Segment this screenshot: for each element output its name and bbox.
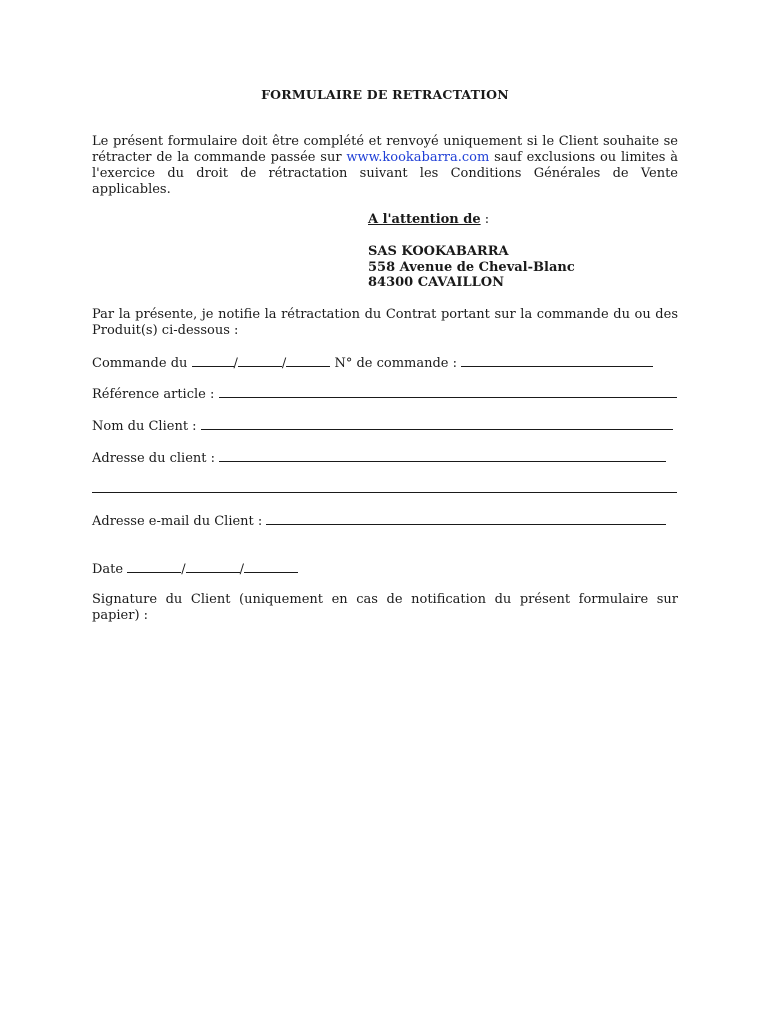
client-email-field[interactable] — [266, 512, 666, 525]
article-ref-label: Référence article : — [92, 387, 219, 402]
document-title: FORMULAIRE DE RETRACTATION — [261, 87, 509, 102]
intro-paragraph — [92, 134, 678, 198]
website-link[interactable]: www.kookabarra.com — [346, 150, 490, 165]
date-separator: / — [233, 356, 238, 371]
client-name-label: Nom du Client : — [92, 419, 201, 434]
order-month-field[interactable] — [238, 354, 282, 367]
order-day-field[interactable] — [192, 354, 234, 367]
notification-paragraph: Par la présente, je notifie la rétractation du Contrat portant sur la commande du ou des Produit(s) ci-dessous : — [92, 307, 678, 338]
address-line-3: 84300 CAVAILLON — [368, 275, 504, 290]
order-year-field[interactable] — [286, 354, 330, 367]
date-separator: / — [239, 562, 245, 577]
date-year-field[interactable] — [244, 560, 298, 573]
attention-colon: : — [480, 212, 490, 227]
attention-line — [368, 212, 489, 228]
date-day-field[interactable] — [127, 560, 181, 573]
client-name-row — [92, 417, 673, 435]
article-ref-row — [92, 385, 677, 403]
client-name-field[interactable] — [201, 417, 673, 430]
signature-paragraph: Signature du Client (uniquement en cas de notification du présent formulaire sur papier) : — [92, 592, 678, 623]
date-row — [92, 560, 298, 578]
article-ref-field[interactable] — [219, 385, 677, 398]
client-address-field[interactable] — [219, 449, 666, 462]
client-email-row — [92, 512, 666, 530]
client-address-label: Adresse du client : — [92, 451, 220, 466]
client-address-row — [92, 449, 666, 467]
client-address-field-2[interactable] — [92, 480, 677, 493]
client-address-row-2 — [92, 480, 677, 498]
attention-label: A l'attention de — [368, 212, 481, 227]
intro-text-start: Le présent formulaire doit être complété et renvoyé uniquement si le Client souhaite se rétracter de la commande passée sur — [92, 134, 678, 165]
order-date-row — [92, 354, 653, 372]
order-date-label: Commande du — [92, 356, 192, 371]
date-label: Date — [92, 562, 128, 577]
address-line-1: SAS KOOKABARRA — [368, 244, 509, 259]
order-number-field[interactable] — [461, 354, 653, 367]
date-month-field[interactable] — [186, 560, 240, 573]
date-separator: / — [281, 356, 287, 371]
date-separator: / — [181, 562, 186, 577]
order-number-label: N° de commande : — [330, 356, 462, 371]
intro-text-end: sauf exclusions ou limites à l'exercice du droit de rétractation suivant les Conditions Générales de Vente applicables. — [92, 150, 678, 197]
address-line-2: 558 Avenue de Cheval-Blanc — [368, 260, 575, 275]
client-email-label: Adresse e-mail du Client : — [92, 514, 267, 529]
